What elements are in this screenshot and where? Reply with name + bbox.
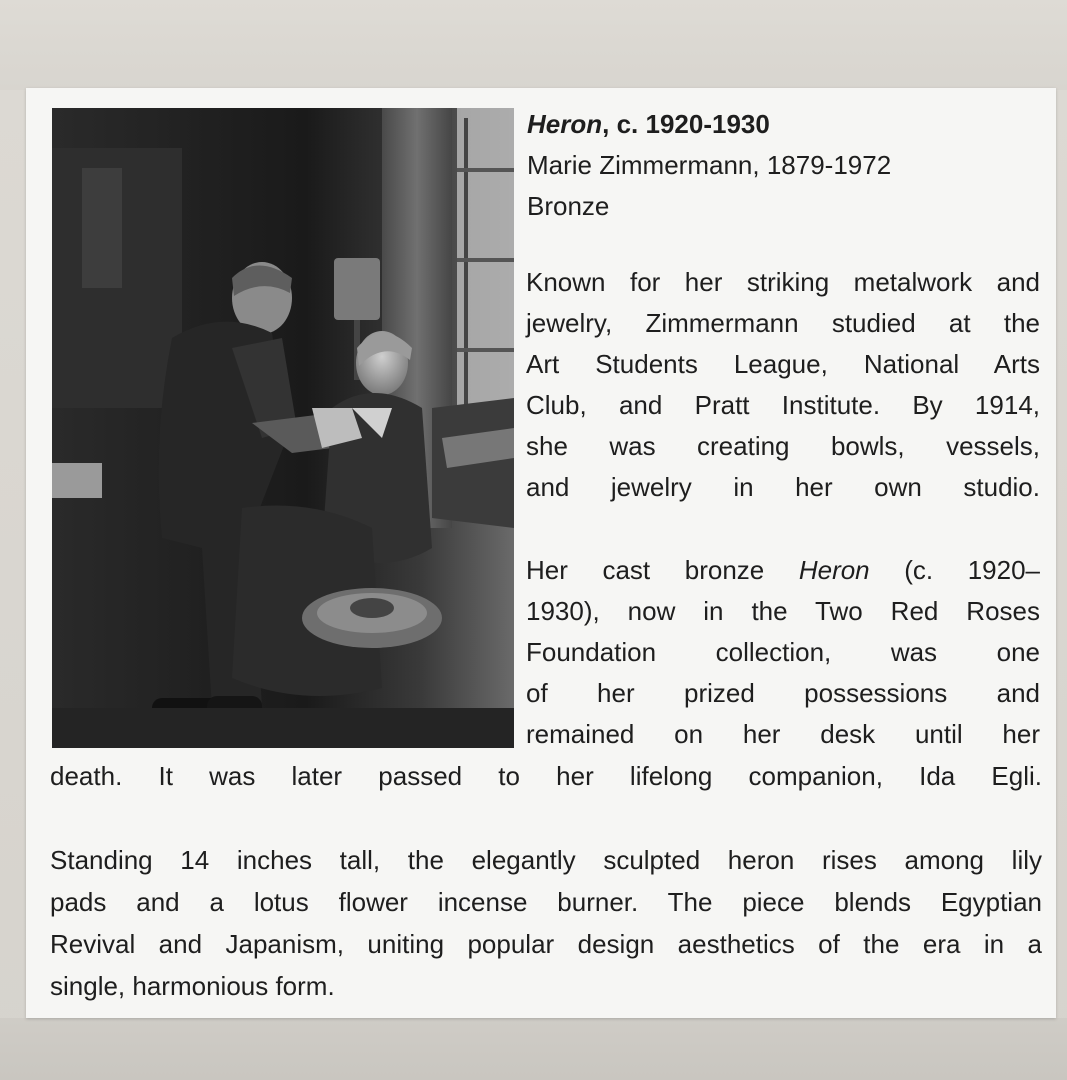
artwork-title: Heron xyxy=(527,109,603,139)
paragraph-2-line: death. It was later passed to her lifelong companion, Ida Egli. xyxy=(50,761,1042,791)
paragraph-2-line: Foundation collection, was one xyxy=(526,637,1040,667)
paragraph-3-line: pads and a lotus flower incense burner. The piece blends Egyptian xyxy=(50,887,1042,917)
paragraph-1-line: Art Students League, National Arts xyxy=(526,349,1040,379)
archival-photo-image xyxy=(52,108,514,748)
label-heading xyxy=(527,104,1047,227)
artwork-title-line xyxy=(527,104,1047,145)
paragraph-1 xyxy=(526,262,1040,508)
paragraph-2-line: of her prized possessions and xyxy=(526,678,1040,708)
paragraph-3 xyxy=(50,840,1042,1008)
artwork-date: , c. 1920-1930 xyxy=(602,109,770,139)
paragraph-1-line: she was creating bowls, vessels, xyxy=(526,431,1040,461)
paragraph-1-line: Club, and Pratt Institute. By 1914, xyxy=(526,390,1040,420)
medium-line: Bronze xyxy=(527,191,610,221)
wall-bottom xyxy=(0,1018,1067,1080)
paragraph-2-text: Her cast bronze xyxy=(526,555,799,585)
paragraph-2-tail xyxy=(50,756,1042,798)
archival-photo xyxy=(52,108,514,748)
paragraph-3-line: single, harmonious form. xyxy=(50,971,335,1001)
paragraph-1-line: and jewelry in her own studio. xyxy=(526,472,1040,502)
paragraph-2 xyxy=(526,550,1040,755)
paragraph-3-line: Revival and Japanism, uniting popular design aesthetics of the era in a xyxy=(50,929,1042,959)
paragraph-2-line: 1930), now in the Two Red Roses xyxy=(526,596,1040,626)
paragraph-1-line: jewelry, Zimmermann studied at the xyxy=(526,308,1040,338)
artist-line: Marie Zimmermann, 1879-1972 xyxy=(527,150,892,180)
paragraph-3-line: Standing 14 inches tall, the elegantly sculpted heron rises among lily xyxy=(50,845,1042,875)
paragraph-2-italic-title: Heron xyxy=(798,555,870,585)
paragraph-2-text: (c. 1920– xyxy=(869,555,1040,585)
paragraph-2-line: remained on her desk until her xyxy=(526,719,1040,749)
paragraph-1-line: Known for her striking metalwork and xyxy=(526,267,1040,297)
paragraph-2-first-line xyxy=(526,550,1040,591)
wall-top xyxy=(0,0,1067,90)
